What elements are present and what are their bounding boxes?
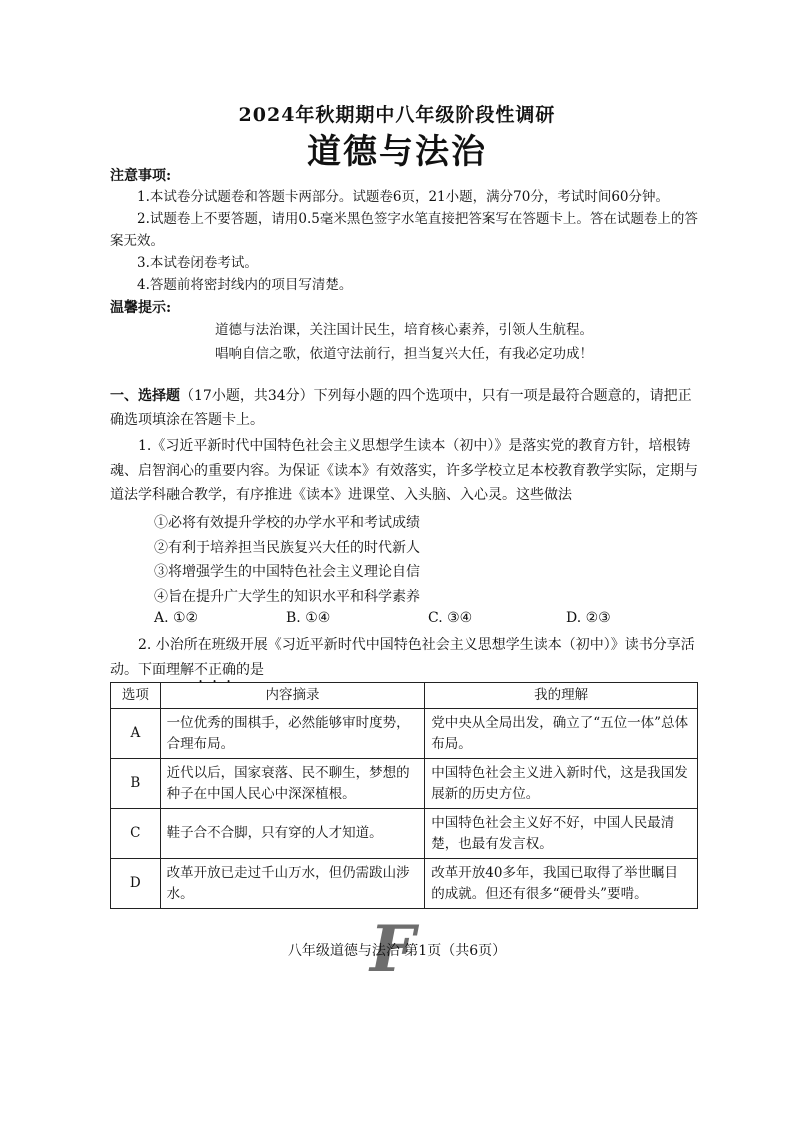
q1-option: ①必将有效提升学校的办学水平和考试成绩 — [154, 515, 420, 531]
tip-line: 唱响自信之歌，依道守法前行，担当复兴大任，有我必定功成！ — [215, 346, 593, 362]
row-key: C — [111, 809, 161, 859]
q1-option: ④旨在提升广大学生的知识水平和科学素养 — [154, 589, 420, 605]
q1-option: ②有利于培养担当民族复兴大任的时代新人 — [154, 540, 420, 556]
table-row — [111, 859, 698, 909]
tip-line: 道德与法治课，关注国计民生，培育核心素养，引领人生航程。 — [215, 322, 593, 338]
note-item: 4.答题前将密封线内的项目写清楚。 — [137, 277, 353, 293]
q2-stem-tail: 的是 — [236, 661, 264, 678]
tips-heading: 温馨提示: — [110, 300, 172, 316]
note-item: 1.本试卷分试题卷和答题卡两部分。试题卷6页，21小题，满分70分，考试时间60分钟。 — [137, 189, 670, 205]
version-mark: F — [370, 912, 416, 987]
column-header: 我的理解 — [425, 683, 698, 709]
question-2-stem — [110, 633, 698, 686]
row-key: D — [111, 859, 161, 909]
question-1 — [110, 434, 698, 508]
tips-block — [110, 318, 698, 366]
section-instructions — [110, 384, 698, 432]
table-row — [111, 709, 698, 759]
notes-heading: 注意事项: — [110, 168, 172, 184]
subject-title: 道德与法治 — [307, 132, 487, 172]
choice-d[interactable]: D. ②③ — [566, 610, 611, 626]
table-header-row — [111, 683, 698, 709]
row-key: B — [111, 759, 161, 809]
q2-table — [110, 682, 698, 909]
choice-b[interactable]: B. ①④ — [286, 610, 331, 626]
choice-c[interactable]: C. ③④ — [428, 610, 473, 626]
row-content: 改革开放已走过千山万水，但仍需跋山涉水。 — [160, 859, 425, 909]
row-content: 鞋子合不合脚，只有穿的人才知道。 — [160, 809, 425, 859]
row-understanding: 党中央从全局出发，确立了“五位一体”总体布局。 — [425, 709, 698, 759]
note-item: 3.本试卷闭卷考试。 — [137, 255, 258, 271]
q2-stem-text: 2. 小治所在班级开展《习近平新时代中国特色社会主义思想学生读本（初中）》读书分享活动。下面理解 — [110, 637, 695, 678]
page-footer: 八年级道德与法治 第1页（共6页） — [287, 943, 507, 959]
q1-option: ③将增强学生的中国特色社会主义理论自信 — [154, 564, 420, 580]
question-1-stem: 1.《习近平新时代中国特色社会主义思想学生读本（初中）》是落实党的教育方针，培根铸魂、启智润心的重要内容。为保证《读本》有效落实，许多学校立足本校教育教学实际，定期与道法学科融合教学，有序推进《读本》进课堂、入头脑、入心灵。这些做法 — [110, 438, 698, 503]
row-key: A — [111, 709, 161, 759]
q2-emphasis: 不正确 — [194, 661, 236, 678]
notes-list — [110, 186, 698, 296]
row-understanding: 中国特色社会主义好不好，中国人民最清楚，也最有发言权。 — [425, 809, 698, 859]
column-header: 选项 — [111, 683, 161, 709]
row-understanding: 改革开放40多年，我国已取得了举世瞩目的成就。但还有很多“硬骨头”要啃。 — [425, 859, 698, 909]
choice-a[interactable]: A. ①② — [154, 610, 199, 626]
column-header: 内容摘录 — [160, 683, 425, 709]
row-content: 近代以后，国家衰落、民不聊生，梦想的种子在中国人民心中深深植根。 — [160, 759, 425, 809]
table-row — [111, 759, 698, 809]
section-instruction-text: （17小题，共34分）下列每小题的四个选项中，只有一项是最符合题意的，请把正确选项填涂在答题卡上。 — [110, 388, 692, 428]
exam-title: 2024年秋期期中八年级阶段性调研 — [238, 104, 556, 126]
note-item: 2.试题卷上不要答题，请用0.5毫米黑色签字水笔直接把答案写在答题卡上。答在试题卷上的答案无效。 — [110, 211, 698, 249]
row-understanding: 中国特色社会主义进入新时代，这是我国发展新的历史方位。 — [425, 759, 698, 809]
question-2 — [110, 633, 698, 686]
row-content: 一位优秀的围棋手，必然能够审时度势，合理布局。 — [160, 709, 425, 759]
table-row — [111, 809, 698, 859]
section-heading: 一、选择题 — [110, 388, 180, 404]
